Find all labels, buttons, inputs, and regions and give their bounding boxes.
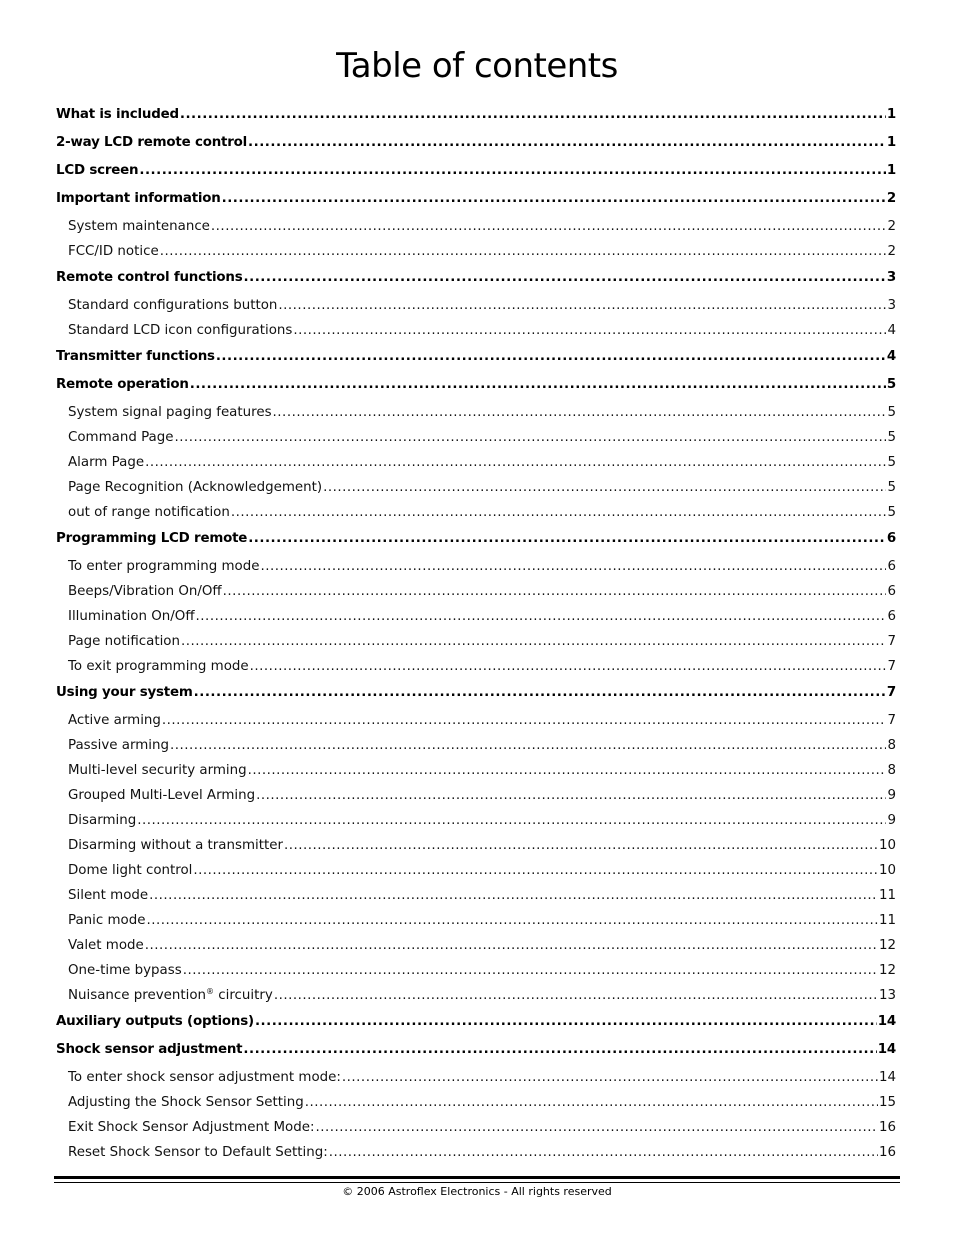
toc-page-number: 9 [887, 788, 896, 803]
toc-page-number: 14 [877, 1014, 896, 1029]
copyright-footer: © 2006 Astroflex Electronics - All rights reserved [342, 1185, 612, 1198]
dot-leader [149, 885, 878, 907]
toc-page-number: 4 [887, 323, 896, 338]
dot-leader [329, 1142, 878, 1164]
dot-leader [162, 710, 887, 732]
toc-subsection-entry[interactable] [56, 760, 896, 782]
dot-leader [193, 860, 878, 882]
toc-entry-label-suffix: circuitry [214, 988, 273, 1003]
toc-page-number: 6 [887, 559, 896, 574]
toc-page-number: 5 [887, 455, 896, 470]
toc-entry-label: Shock sensor adjustment [56, 1042, 243, 1057]
toc-page-number: 10 [878, 863, 896, 878]
dot-leader [231, 502, 887, 524]
dot-leader [278, 295, 886, 317]
dot-leader [293, 320, 886, 342]
toc-entry-label: System maintenance [68, 219, 210, 234]
toc-section-entry[interactable] [56, 267, 896, 289]
toc-subsection-entry[interactable] [56, 1142, 896, 1164]
dot-leader [139, 160, 886, 182]
toc-section-entry[interactable] [56, 374, 896, 396]
toc-entry-label: What is included [56, 107, 179, 122]
toc-entry-label: Silent mode [68, 888, 149, 903]
dot-leader [216, 346, 886, 368]
toc-entry-label: Reset Shock Sensor to Default Setting: [68, 1145, 328, 1160]
toc-entry-label: Standard LCD icon configurations [68, 323, 293, 338]
dot-leader [175, 427, 887, 449]
toc-page-number: 5 [887, 505, 896, 520]
toc-entry-label: Page Recognition (Acknowledgement) [68, 480, 323, 495]
dot-leader [145, 935, 878, 957]
dot-leader [315, 1117, 878, 1139]
toc-page-number: 10 [878, 838, 896, 853]
toc-page-number: 5 [886, 377, 896, 392]
dot-leader [170, 735, 886, 757]
toc-page-number: 2 [887, 244, 896, 259]
dot-leader [222, 188, 886, 210]
dot-leader [342, 1067, 878, 1089]
dot-leader [256, 785, 886, 807]
toc-subsection-entry[interactable] [56, 477, 896, 499]
dot-leader [260, 556, 886, 578]
toc-entry-label: Passive arming [68, 738, 169, 753]
toc-page-number: 12 [878, 938, 896, 953]
toc-subsection-entry[interactable] [56, 960, 896, 982]
toc-page-number: 7 [887, 634, 896, 649]
dot-leader [146, 910, 877, 932]
toc-subsection-entry[interactable] [56, 656, 896, 678]
toc-entry-label: Panic mode [68, 913, 146, 928]
dot-leader [248, 760, 887, 782]
toc-page-number: 6 [887, 584, 896, 599]
toc-entry-label: 2-way LCD remote control [56, 135, 248, 150]
toc-subsection-entry[interactable] [56, 810, 896, 832]
toc-subsection-entry[interactable] [56, 320, 896, 342]
toc-page-number: 5 [887, 480, 896, 495]
dot-leader [284, 835, 878, 857]
toc-page-number: 12 [878, 963, 896, 978]
dot-leader [250, 656, 887, 678]
toc-entry-label: FCC/ID notice [68, 244, 159, 259]
toc-page-number: 2 [886, 191, 896, 206]
toc-entry-label: Standard configurations button [68, 298, 278, 313]
dot-leader [323, 477, 886, 499]
toc-page-number: 11 [878, 913, 896, 928]
toc-page-number: 3 [886, 270, 896, 285]
toc-section-entry[interactable] [56, 682, 896, 704]
dot-leader [183, 960, 878, 982]
dot-leader [145, 452, 886, 474]
toc-entry-label: Adjusting the Shock Sensor Setting [68, 1095, 304, 1110]
toc-entry-label: Dome light control [68, 863, 193, 878]
dot-leader [181, 631, 886, 653]
toc-subsection-entry[interactable] [56, 295, 896, 317]
toc-entry-label: Command Page [68, 430, 174, 445]
toc-page-number: 14 [877, 1042, 896, 1057]
toc-page-number: 6 [886, 531, 896, 546]
toc-section-entry[interactable] [56, 188, 896, 210]
dot-leader [248, 528, 886, 550]
toc-page-number: 4 [886, 349, 896, 364]
toc-subsection-entry[interactable] [56, 1092, 896, 1114]
toc-subsection-entry[interactable] [56, 910, 896, 932]
toc-page-number: 1 [886, 107, 896, 122]
toc-entry-label: Illumination On/Off [68, 609, 195, 624]
toc-page-number: 16 [878, 1120, 896, 1135]
toc-entry-label: Valet mode [68, 938, 144, 953]
toc-section-entry[interactable] [56, 160, 896, 182]
toc-page-number: 1 [886, 135, 896, 150]
toc-subsection-entry[interactable] [56, 1117, 896, 1139]
toc-entry-label: Remote operation [56, 377, 189, 392]
toc-subsection-entry[interactable] [56, 985, 896, 1007]
toc-subsection-entry[interactable] [56, 935, 896, 957]
dot-leader [248, 132, 886, 154]
toc-subsection-entry[interactable] [56, 835, 896, 857]
dot-leader [190, 374, 886, 396]
toc-page-number: 7 [887, 713, 896, 728]
toc-subsection-entry[interactable] [56, 216, 896, 238]
toc-entry-label: Important information [56, 191, 221, 206]
footer-divider-thick [54, 1176, 900, 1179]
toc-entry-label: Using your system [56, 685, 193, 700]
toc-entry-label: Multi-level security arming [68, 763, 247, 778]
toc-section-entry[interactable] [56, 1011, 896, 1033]
toc-subsection-entry[interactable] [56, 556, 896, 578]
toc-entry-label: To exit programming mode [68, 659, 249, 674]
dot-leader [255, 1011, 877, 1033]
toc-subsection-entry[interactable] [56, 735, 896, 757]
toc-entry-label: out of range notification [68, 505, 230, 520]
toc-subsection-entry[interactable] [56, 502, 896, 524]
toc-section-entry[interactable] [56, 104, 896, 126]
dot-leader [196, 606, 887, 628]
toc-page-number: 16 [878, 1145, 896, 1160]
dot-leader [273, 402, 887, 424]
toc-page-number: 8 [887, 763, 896, 778]
toc-subsection-entry[interactable] [56, 710, 896, 732]
toc-entry-label: System signal paging features [68, 405, 272, 420]
dot-leader [244, 267, 886, 289]
page-title: Table of contents [336, 46, 618, 86]
dot-leader [137, 810, 886, 832]
toc-page-number: 11 [878, 888, 896, 903]
toc-page-number: 5 [887, 405, 896, 420]
toc-section-entry[interactable] [56, 132, 896, 154]
toc-entry-label: One-time bypass [68, 963, 182, 978]
toc-page-number: 3 [887, 298, 896, 313]
toc-entry-label: LCD screen [56, 163, 139, 178]
toc-entry-label: Page notification [68, 634, 180, 649]
toc-subsection-entry[interactable] [56, 785, 896, 807]
toc-entry-label: To enter programming mode [68, 559, 260, 574]
footer-divider-thin [54, 1182, 900, 1183]
toc-entry-label: Exit Shock Sensor Adjustment Mode: [68, 1120, 315, 1135]
toc-page-number: 14 [878, 1070, 896, 1085]
toc-page-number: 13 [878, 988, 896, 1003]
toc-page-number: 2 [887, 219, 896, 234]
toc-page-number: 6 [887, 609, 896, 624]
toc-page-number: 1 [886, 163, 896, 178]
toc-section-entry[interactable] [56, 346, 896, 368]
toc-entry-label: Beeps/Vibration On/Off [68, 584, 222, 599]
toc-subsection-entry[interactable] [56, 427, 896, 449]
dot-leader [305, 1092, 878, 1114]
toc-subsection-entry[interactable] [56, 606, 896, 628]
dot-leader [194, 682, 886, 704]
toc-entry-label: Alarm Page [68, 455, 145, 470]
dot-leader [243, 1039, 876, 1061]
toc-page-number: 8 [887, 738, 896, 753]
dot-leader [274, 985, 878, 1007]
registered-mark: ® [206, 987, 214, 996]
toc-page-number: 7 [886, 685, 896, 700]
toc-entry-label: Active arming [68, 713, 161, 728]
toc-subsection-entry[interactable] [56, 1067, 896, 1089]
toc-subsection-entry[interactable] [56, 885, 896, 907]
dot-leader [211, 216, 887, 238]
toc-page-number: 5 [887, 430, 896, 445]
toc-entry-label: Disarming without a transmitter [68, 838, 283, 853]
toc-entry-label: Disarming [68, 813, 137, 828]
toc-page-number: 9 [887, 813, 896, 828]
toc-entry-label: Nuisance prevention [68, 988, 206, 1003]
toc-entry-label: Grouped Multi-Level Arming [68, 788, 256, 803]
toc-subsection-entry[interactable] [56, 631, 896, 653]
toc-subsection-entry[interactable] [56, 581, 896, 603]
toc-entry-label: Auxiliary outputs (options) [56, 1014, 254, 1029]
toc-subsection-entry[interactable] [56, 402, 896, 424]
dot-leader [180, 104, 886, 126]
toc-entry-label: Transmitter functions [56, 349, 215, 364]
toc-entry-label: To enter shock sensor adjustment mode: [68, 1070, 341, 1085]
toc-subsection-entry[interactable] [56, 860, 896, 882]
toc-page-number: 15 [878, 1095, 896, 1110]
toc-entry-label: Remote control functions [56, 270, 243, 285]
toc-subsection-entry[interactable] [56, 452, 896, 474]
dot-leader [223, 581, 887, 603]
toc-section-entry[interactable] [56, 1039, 896, 1061]
dot-leader [160, 241, 887, 263]
toc-subsection-entry[interactable] [56, 241, 896, 263]
toc-section-entry[interactable] [56, 528, 896, 550]
toc-page-number: 7 [887, 659, 896, 674]
toc-entry-label: Programming LCD remote [56, 531, 248, 546]
